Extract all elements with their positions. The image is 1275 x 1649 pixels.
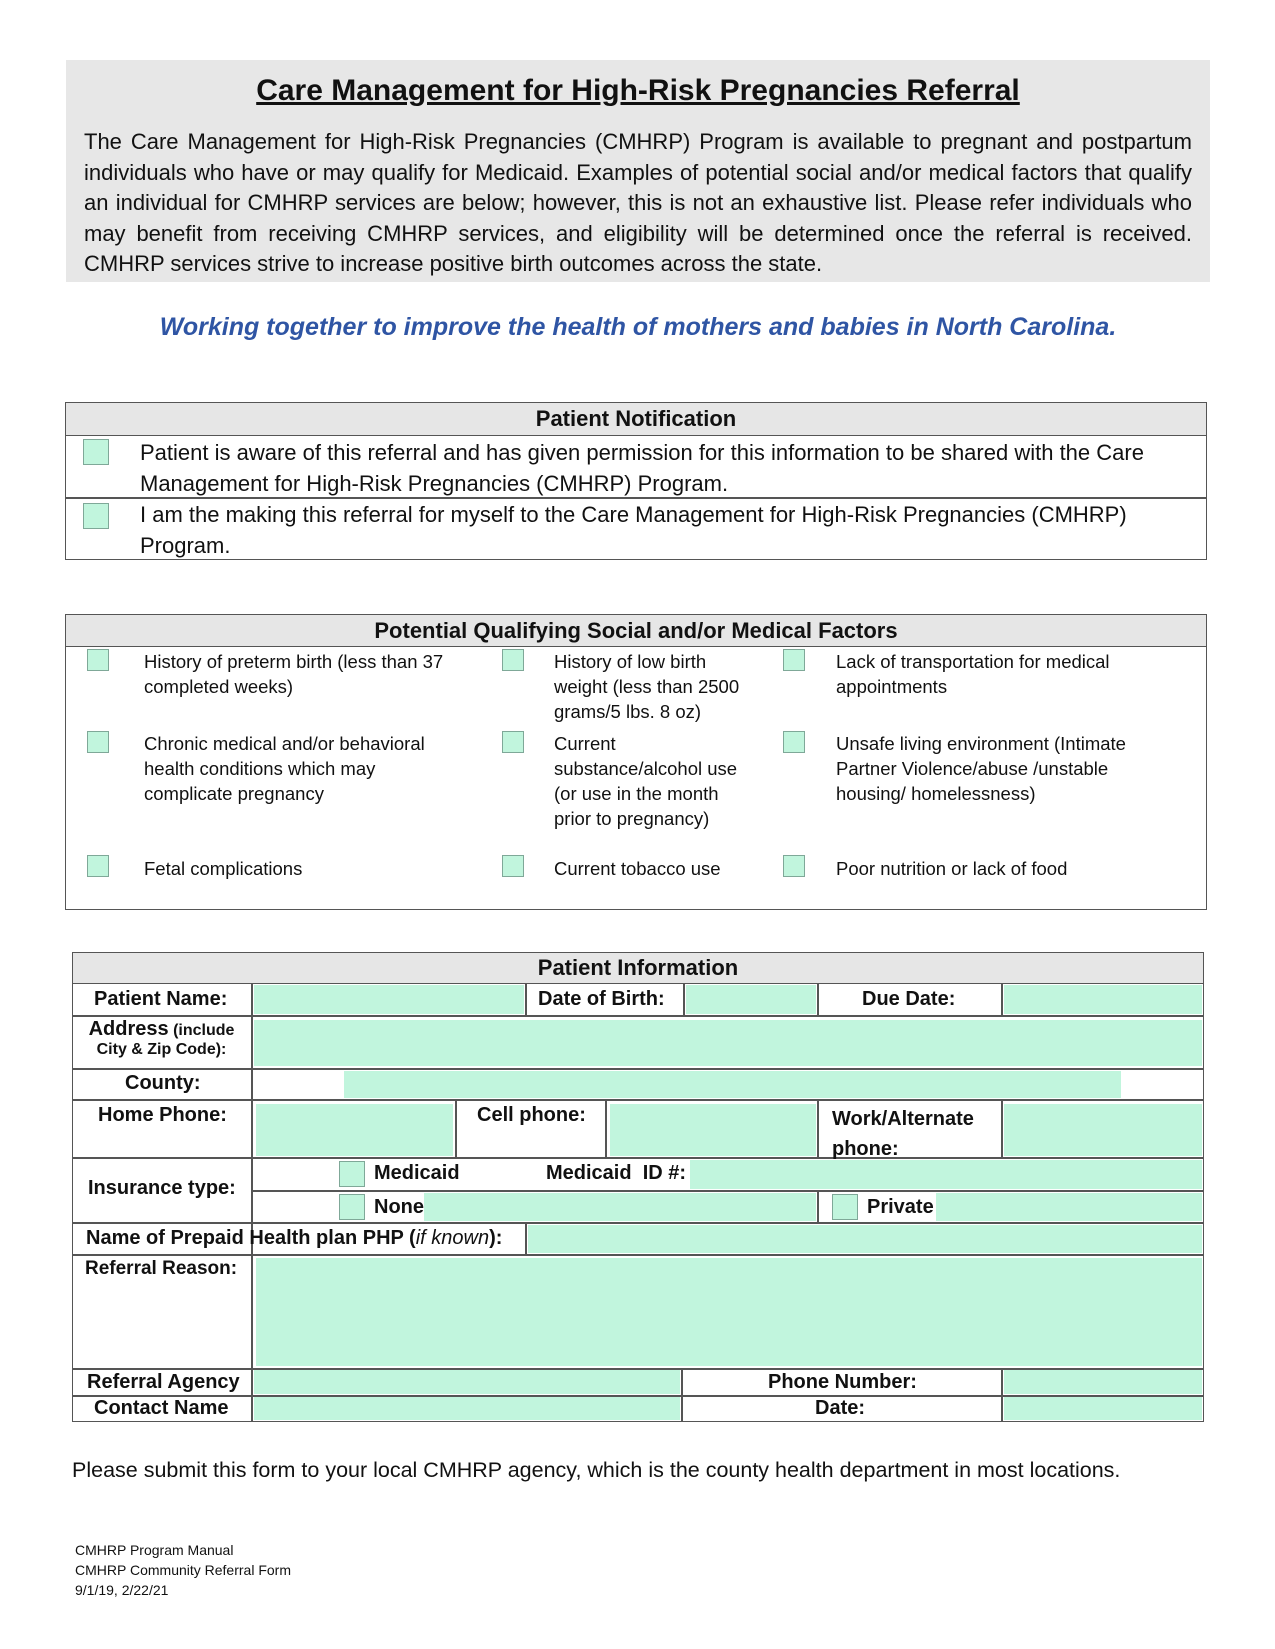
none-label: None: [374, 1196, 424, 1218]
due-date-label: Due Date:: [862, 988, 956, 1010]
phone-number-label: Phone Number:: [768, 1371, 917, 1393]
factor-transportation-checkbox[interactable]: [783, 649, 805, 671]
page-title: Care Management for High-Risk Pregnancies Referral: [256, 74, 1020, 107]
patient-name-label: Patient Name:: [94, 988, 228, 1010]
php-label-italic: if known: [415, 1227, 490, 1249]
medicaid-id-label: Medicaid ID #:: [546, 1162, 687, 1184]
factor-low-birth-weight-checkbox[interactable]: [502, 649, 524, 671]
work-phone-label: Work/Alternate phone:: [832, 1108, 974, 1160]
submit-note: Please submit this form to your local CMHRP agency, which is the county health department in most locations.: [72, 1458, 1121, 1482]
referral-reason-field[interactable]: [256, 1258, 1202, 1366]
factor-fetal-label: Fetal complications: [144, 858, 303, 879]
factors-table: [65, 614, 1207, 910]
dob-label: Date of Birth:: [538, 988, 665, 1010]
notification-self-checkbox[interactable]: [83, 503, 109, 529]
php-label-prefix: Name of Prepaid Health plan PHP (: [86, 1227, 416, 1249]
patient-notification-table: [65, 402, 1207, 560]
referral-agency-field[interactable]: [254, 1370, 680, 1394]
due-date-field[interactable]: [1004, 985, 1202, 1014]
private-checkbox[interactable]: [832, 1194, 858, 1220]
notification-aware-label: Patient is aware of this referral and has given permission for this information to be shared with the Care Management for High-Risk Pregnancies (CMHRP) Program.: [140, 440, 1144, 496]
patient-notification-header: Patient Notification: [66, 403, 1206, 436]
medicaid-id-field[interactable]: [690, 1160, 1202, 1189]
patient-info-header: Patient Information: [73, 953, 1203, 984]
factor-unsafe-environment-checkbox[interactable]: [783, 731, 805, 753]
home-phone-field[interactable]: [256, 1104, 453, 1156]
none-checkbox[interactable]: [339, 1194, 365, 1220]
factor-substance-checkbox[interactable]: [502, 731, 524, 753]
factor-fetal-checkbox[interactable]: [87, 855, 109, 877]
factor-chronic-label: Chronic medical and/or behavioral health conditions which may complicate pregnancy: [144, 733, 425, 804]
tagline: Working together to improve the health of mothers and babies in North Carolina.: [159, 313, 1117, 341]
php-field[interactable]: [528, 1225, 1202, 1253]
address-field[interactable]: [254, 1020, 1202, 1066]
factor-transportation-label: Lack of transportation for medical appointments: [836, 651, 1110, 697]
county-label: County:: [125, 1072, 201, 1094]
patient-name-field[interactable]: [254, 985, 524, 1014]
phone-number-field[interactable]: [1004, 1370, 1202, 1394]
factor-substance-label: Current substance/alcohol use (or use in the month prior to pregnancy): [554, 733, 738, 829]
private-label: Private: [867, 1196, 934, 1218]
footer-line-3: 9/1/19, 2/22/21: [75, 1582, 169, 1598]
medicaid-checkbox[interactable]: [339, 1161, 365, 1187]
address-label-city: City & Zip Code):: [96, 1041, 227, 1058]
work-phone-field[interactable]: [1004, 1104, 1202, 1156]
cell-phone-field[interactable]: [610, 1104, 816, 1156]
factor-unsafe-environment-label: Unsafe living environment (Intimate Partner Violence/abuse /unstable housing/ homelessness): [836, 733, 1126, 804]
home-phone-label: Home Phone:: [98, 1104, 227, 1126]
factor-nutrition-label: Poor nutrition or lack of food: [836, 858, 1068, 879]
factors-header: Potential Qualifying Social and/or Medical Factors: [66, 615, 1206, 647]
address-label-include: (include: [168, 1022, 235, 1039]
factor-low-birth-weight-label: History of low birth weight (less than 2500 grams/5 lbs. 8 oz): [554, 651, 740, 722]
county-field[interactable]: [344, 1071, 1121, 1098]
medicaid-label: Medicaid: [374, 1162, 460, 1184]
factor-nutrition-checkbox[interactable]: [783, 855, 805, 877]
factor-chronic-checkbox[interactable]: [87, 731, 109, 753]
intro-paragraph: The Care Management for High-Risk Pregnancies (CMHRP) Program is available to pregnant and postpartum individuals who have or may qualify for Medicaid. Examples of potential social and/or medical factors that qualify an individual for CMHRP services are below; however, this is not an exhaustive list. Please refer individuals who may benefit from receiving CMHRP services, and eligibility will be determined once the referral is received. CMHRP services strive to increase positive birth outcomes across the state.: [84, 129, 1192, 276]
contact-name-field[interactable]: [254, 1397, 680, 1420]
cell-phone-label: Cell phone:: [477, 1104, 586, 1126]
php-label-suffix: ):: [489, 1227, 503, 1249]
referral-reason-label: Referral Reason:: [85, 1258, 238, 1279]
referral-agency-label: Referral Agency: [87, 1371, 240, 1393]
insurance-type-label: Insurance type:: [88, 1177, 236, 1199]
notification-aware-checkbox[interactable]: [83, 439, 109, 465]
notification-self-label: I am the making this referral for myself to the Care Management for High-Risk Pregnancies (CMHRP) Program.: [140, 502, 1127, 558]
dob-field[interactable]: [686, 985, 816, 1014]
date-label: Date:: [815, 1397, 866, 1419]
contact-name-label: Contact Name: [94, 1397, 229, 1419]
none-field[interactable]: [424, 1193, 816, 1221]
factor-tobacco-checkbox[interactable]: [502, 855, 524, 877]
footer-line-2: CMHRP Community Referral Form: [75, 1562, 291, 1578]
factor-preterm-label: History of preterm birth (less than 37 completed weeks): [144, 651, 444, 697]
address-label: [74, 1018, 249, 1059]
private-field[interactable]: [936, 1193, 1202, 1221]
date-field[interactable]: [1004, 1397, 1202, 1420]
php-label: [86, 1227, 502, 1250]
footer-line-1: CMHRP Program Manual: [75, 1542, 234, 1558]
address-label-main: Address: [88, 1018, 169, 1040]
factor-tobacco-label: Current tobacco use: [554, 858, 721, 879]
factor-preterm-checkbox[interactable]: [87, 649, 109, 671]
